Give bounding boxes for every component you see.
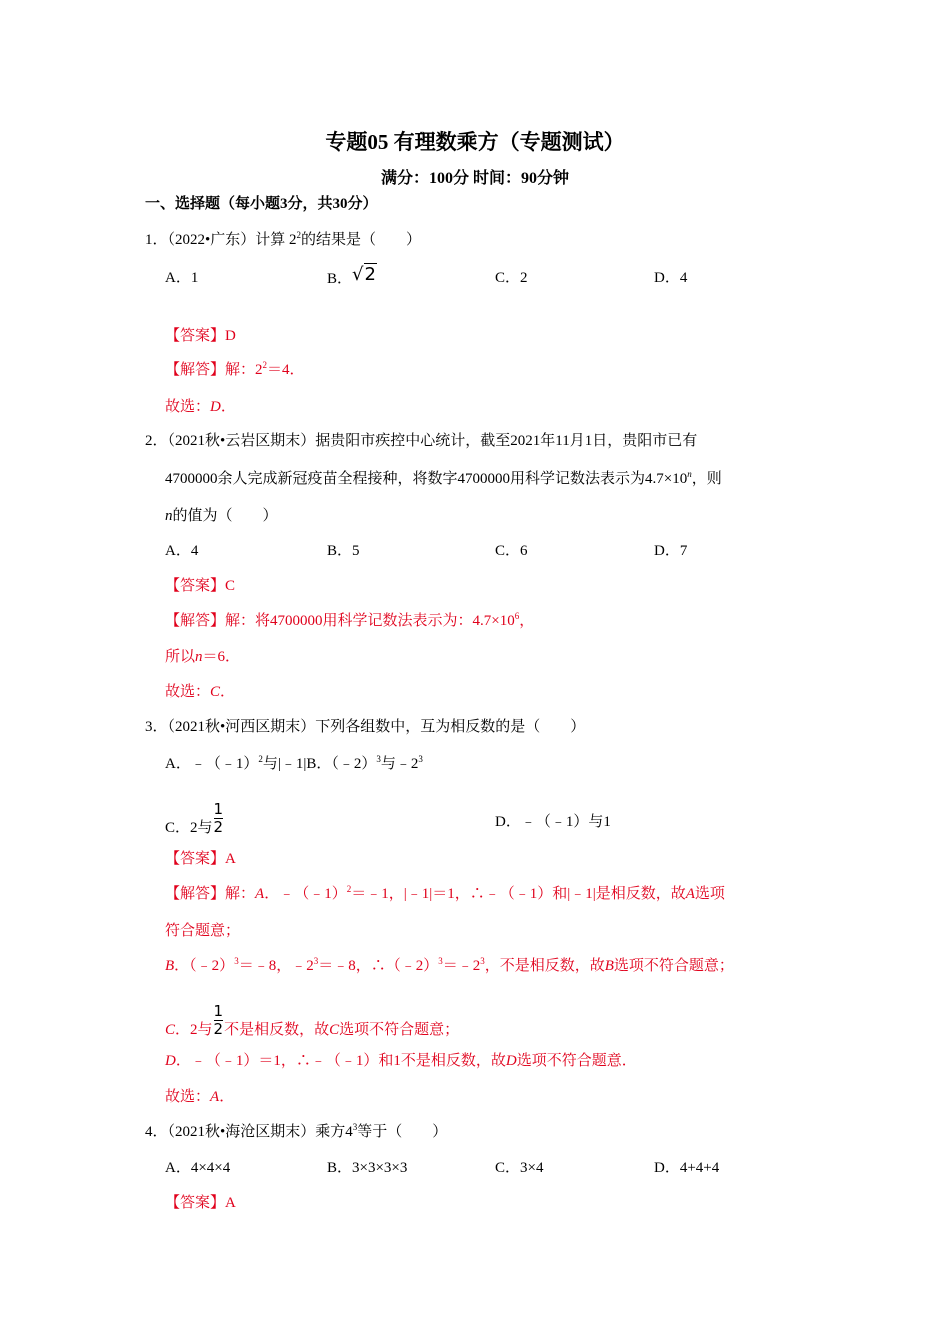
q1-option-b: B．√2: [327, 264, 376, 287]
score-time-info: 满分：100分 时间：90分钟: [380, 170, 569, 187]
q3-answer: 【答案】A: [165, 851, 236, 867]
q1-answer: 【答案】D: [165, 328, 236, 344]
q3-option-d: D．﹣（﹣1）与1: [495, 814, 611, 830]
section-heading: 一、选择题（每小题3分，共30分）: [145, 196, 378, 212]
q3-solution-d: D．﹣（﹣1）＝1，∴﹣（﹣1）和1不是相反数，故D选项不符合题意．: [165, 1053, 637, 1069]
q2-solution: 【解答】解：将4700000用科学记数法表示为：$4.7\times 10^6$，: [165, 611, 535, 629]
question-1-stem: 1．（2022•广东）计算 $2^2$的结果是（ ）: [145, 230, 422, 248]
q4-option-a: A．4×4×4: [165, 1160, 231, 1176]
q2-option-d: D．7: [654, 543, 688, 559]
q4-option-d: D．4+4+4: [654, 1160, 720, 1176]
q2-option-c: C．6: [495, 543, 528, 559]
question-4-stem: 4．（2021秋•海沧区期末）乘方$4^3$等于（ ）: [145, 1122, 448, 1140]
q4-option-c: C．3×4: [495, 1160, 544, 1176]
sqrt-symbol: √2: [352, 264, 376, 285]
q1-choice: 故选：D．: [165, 399, 236, 415]
q1-option-c: C．2: [495, 270, 528, 286]
q2-option-a: A．4: [165, 543, 199, 559]
question-3-stem: 3．（2021秋•河西区期末）下列各组数中，互为相反数的是（ ）: [145, 719, 586, 735]
q3-solution-b: B．（﹣2）$^3$＝﹣8，$﹣2^3=﹣8$，$\therefore(﹣2)^3=﹣2^3$，不是相反数，故B选项不符合题意；: [165, 956, 734, 974]
fraction-one-half: $\frac{1}{2}$: [213, 1002, 224, 1038]
q2-option-b: B．5: [327, 543, 360, 559]
q3-solution-a: 【解答】解：A．﹣（﹣1）$^2$＝﹣1，|﹣1|＝1，∴﹣（﹣1）和|﹣1|是相反数，故A选项: [165, 884, 725, 902]
q4-answer: 【答案】A: [165, 1195, 236, 1211]
q1-option-d: D．4: [654, 270, 688, 286]
q3-solution-a-cont: 符合题意；: [165, 923, 241, 939]
q4-option-b: B．3×3×3×3: [327, 1160, 408, 1176]
question-2-stem-line3: n的值为（ ）: [165, 508, 278, 524]
q3-option-c: C．2与 $\frac{1}{2}$: [165, 800, 224, 836]
q1-option-a: A．1: [165, 270, 199, 286]
q3-choice: 故选：A．: [165, 1089, 235, 1105]
q2-solution-result: 所以n＝6．: [165, 649, 241, 665]
q3-solution-c: C．2与 $\frac{1}{2}$ 不是相反数，故C选项不符合题意；: [165, 1002, 460, 1038]
q1-solution: 【解答】解：$2^2=4$．: [165, 360, 305, 378]
page-title: 专题05 有理数乘方（专题测试）: [325, 130, 625, 154]
question-2-stem-line1: 2．（2021秋•云岩区期末）据贵阳市疾控中心统计，截至2021年11月1日，贵阳市已有: [145, 433, 698, 449]
question-2-stem-line2: 4700000余人完成新冠疫苗全程接种，将数字4700000用科学记数法表示为$4.7\times 10^n$，则: [165, 469, 722, 487]
q3-option-a-b: A．﹣（﹣1）$^2$与|﹣1|B．（﹣2）$^3$与$﹣2^3$: [165, 754, 423, 772]
q2-answer: 【答案】C: [165, 578, 236, 594]
q2-choice: 故选：C．: [165, 684, 236, 700]
fraction-one-half: $\frac{1}{2}$: [213, 800, 224, 836]
